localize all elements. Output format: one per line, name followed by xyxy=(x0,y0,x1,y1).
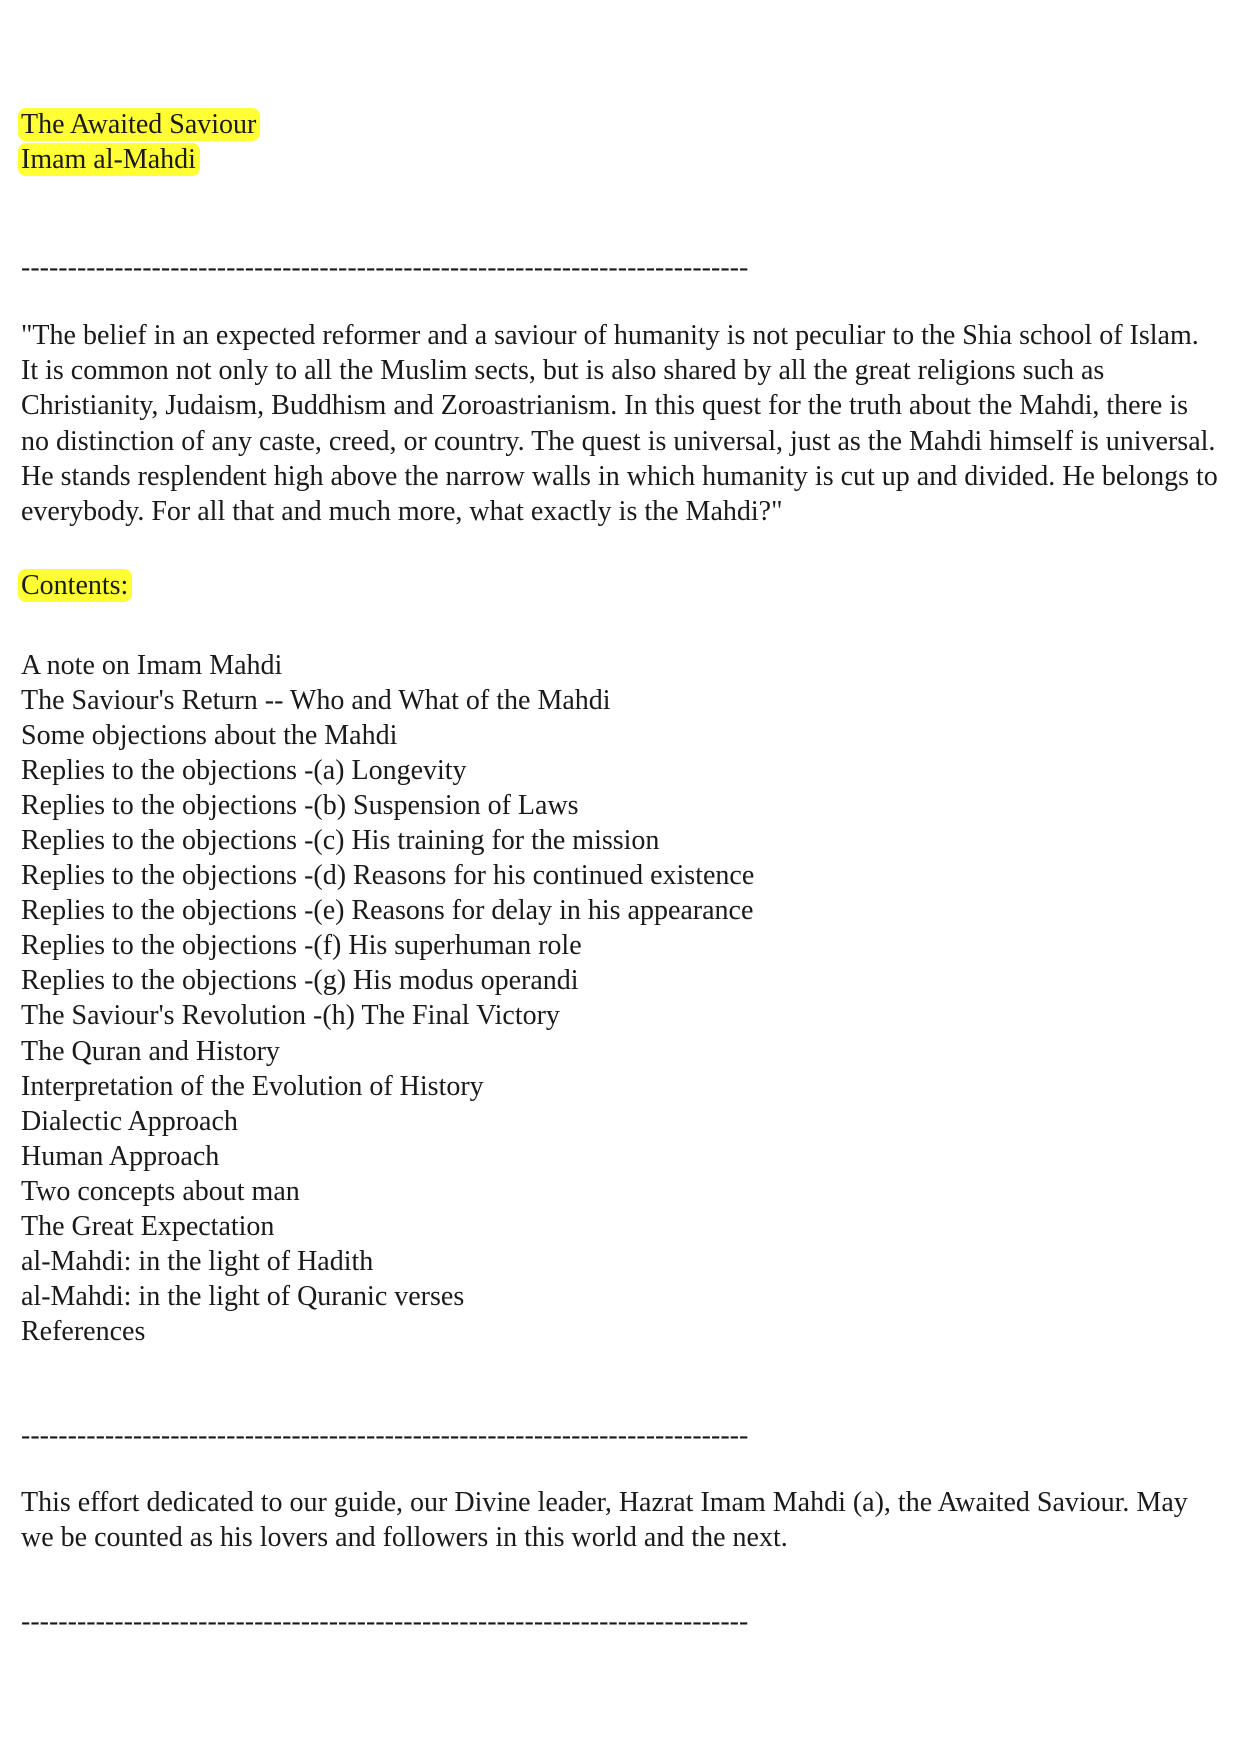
title-line xyxy=(21,107,260,142)
contents-item: Replies to the objections -(d) Reasons for his continued existence xyxy=(21,860,755,892)
document-subtitle: Imam al-Mahdi xyxy=(18,143,200,176)
contents-item: The Great Expectation xyxy=(21,1210,275,1242)
contents-item: al-Mahdi: in the light of Hadith xyxy=(21,1245,374,1277)
contents-item: References xyxy=(21,1315,146,1347)
separator-middle: ------------------------------------------------------------------------------ xyxy=(21,1420,749,1451)
intro-quote: "The belief in an expected reformer and a saviour of humanity is not peculiar to the Shia school of Islam. It is common not only to all the Muslim sects, but is also shared by all the great religions such as Christianity, Judaism, Buddhism and Zoroastrianism. In this quest for the truth about the Mahdi, there is no distinction of any caste, creed, or country. The quest is universal, just as the Mahdi himself is universal. He stands resplendent high above the narrow walls in which humanity is cut up and divided. He belongs to everybody. For all that and much more, what exactly is the Mahdi?" xyxy=(21,320,1218,528)
separator-top: ------------------------------------------------------------------------------ xyxy=(21,252,749,283)
contents-heading-line xyxy=(21,568,132,603)
contents-item: Two concepts about man xyxy=(21,1175,300,1207)
contents-item: Replies to the objections -(a) Longevity xyxy=(21,755,467,787)
contents-item: Replies to the objections -(f) His superhuman role xyxy=(21,930,582,962)
contents-heading: Contents: xyxy=(18,569,132,602)
contents-item: Human Approach xyxy=(21,1140,220,1172)
contents-item: Replies to the objections -(e) Reasons for delay in his appearance xyxy=(21,895,754,927)
contents-item: Replies to the objections -(g) His modus operandi xyxy=(21,965,579,997)
contents-item: A note on Imam Mahdi xyxy=(21,650,283,681)
contents-item: Some objections about the Mahdi xyxy=(21,720,398,752)
contents-item: Dialectic Approach xyxy=(21,1105,238,1137)
separator-bottom: ------------------------------------------------------------------------------ xyxy=(21,1606,749,1637)
contents-item: al-Mahdi: in the light of Quranic verses xyxy=(21,1280,465,1312)
document-title: The Awaited Saviour xyxy=(18,108,260,141)
contents-item: The Saviour's Revolution -(h) The Final Victory xyxy=(21,1000,560,1032)
dedication-text: This effort dedicated to our guide, our Divine leader, Hazrat Imam Mahdi (a), the Awaited Saviour. May we be counted as his lovers and followers in this world and the next. xyxy=(21,1487,1188,1554)
contents-item: The Quran and History xyxy=(21,1035,280,1067)
contents-list xyxy=(21,648,754,1349)
contents-item: The Saviour's Return -- Who and What of the Mahdi xyxy=(21,685,611,717)
subtitle-line xyxy=(21,142,200,177)
contents-item: Interpretation of the Evolution of History xyxy=(21,1070,484,1102)
contents-item: Replies to the objections -(b) Suspension of Laws xyxy=(21,790,579,822)
contents-item: Replies to the objections -(c) His training for the mission xyxy=(21,825,660,857)
